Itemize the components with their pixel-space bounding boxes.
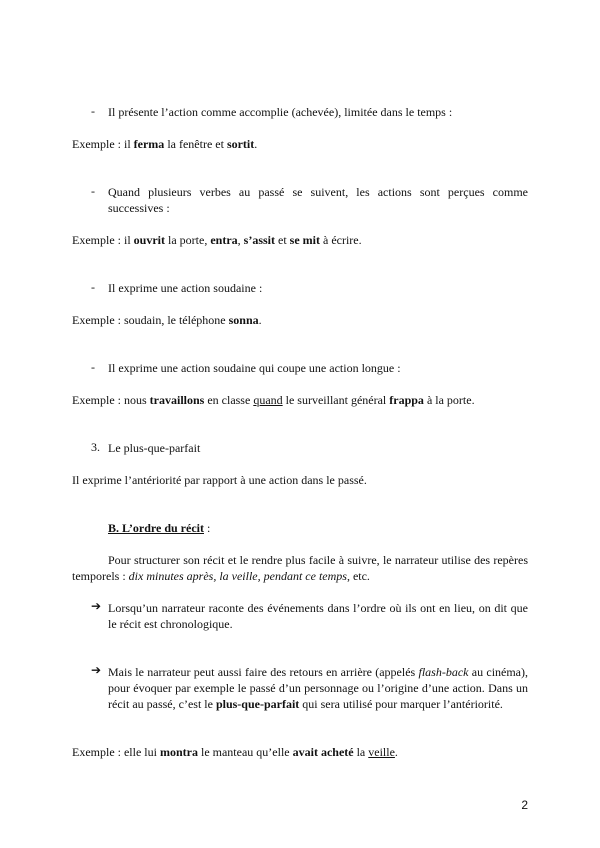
section-number: 3. xyxy=(91,440,100,454)
paragraph-temporal-markers: Pour structurer son récit et le rendre plus facile à suivre, le narrateur utilise des repères temporels : dix minutes après, la veille, pendant ce temps, etc. xyxy=(72,553,528,583)
bullet-marker: - xyxy=(91,184,95,198)
example-line-4: Exemple : nous travaillons en classe quand le surveillant général frappa à la porte. xyxy=(72,393,475,407)
arrow-item-flashback: Mais le narrateur peut aussi faire des retours en arrière (appelés flash-back au cinéma), pour évoquer par exemple le passé d’un personnage ou l’origine d’une action. Dans un récit au passé, c’est le plus-que-parfait qui sera utilisé pour marquer l’antériorité. xyxy=(108,665,529,711)
bullet-item-interrupting-action: Il exprime une action soudaine qui coupe une action longue : xyxy=(108,361,401,375)
bullet-marker: - xyxy=(91,360,95,374)
example-line-3: Exemple : soudain, le téléphone sonna. xyxy=(72,313,262,327)
section-title-plus-que-parfait: Le plus-que-parfait xyxy=(108,441,201,455)
bullet-item-sudden-action: Il exprime une action soudaine : xyxy=(108,281,263,295)
example-line-2: Exemple : il ouvrit la porte, entra, s’assit et se mit à écrire. xyxy=(72,233,362,247)
arrow-icon: ➔ xyxy=(91,599,102,613)
bullet-marker: - xyxy=(91,104,95,118)
arrow-icon: ➔ xyxy=(91,663,102,677)
bullet-item-accomplished-action: Il présente l’action comme accomplie (achevée), limitée dans le temps : xyxy=(108,105,453,119)
section-3-text: Il exprime l’antériorité par rapport à une action dans le passé. xyxy=(72,473,367,487)
bullet-item-successive-actions: Quand plusieurs verbes au passé se suivent, les actions sont perçues comme successives : xyxy=(108,185,528,215)
example-line-1: Exemple : il ferma la fenêtre et sortit. xyxy=(72,137,258,151)
section-heading-ordre-du-recit: B. L’ordre du récit : xyxy=(108,521,211,535)
bullet-marker: - xyxy=(91,280,95,294)
arrow-item-chronological: Lorsqu’un narrateur raconte des événements dans l’ordre où ils ont en lieu, on dit que le récit est chronologique. xyxy=(108,601,528,631)
example-line-5: Exemple : elle lui montra le manteau qu’elle avait acheté la veille. xyxy=(72,745,398,759)
page-number: 2 xyxy=(521,798,528,812)
